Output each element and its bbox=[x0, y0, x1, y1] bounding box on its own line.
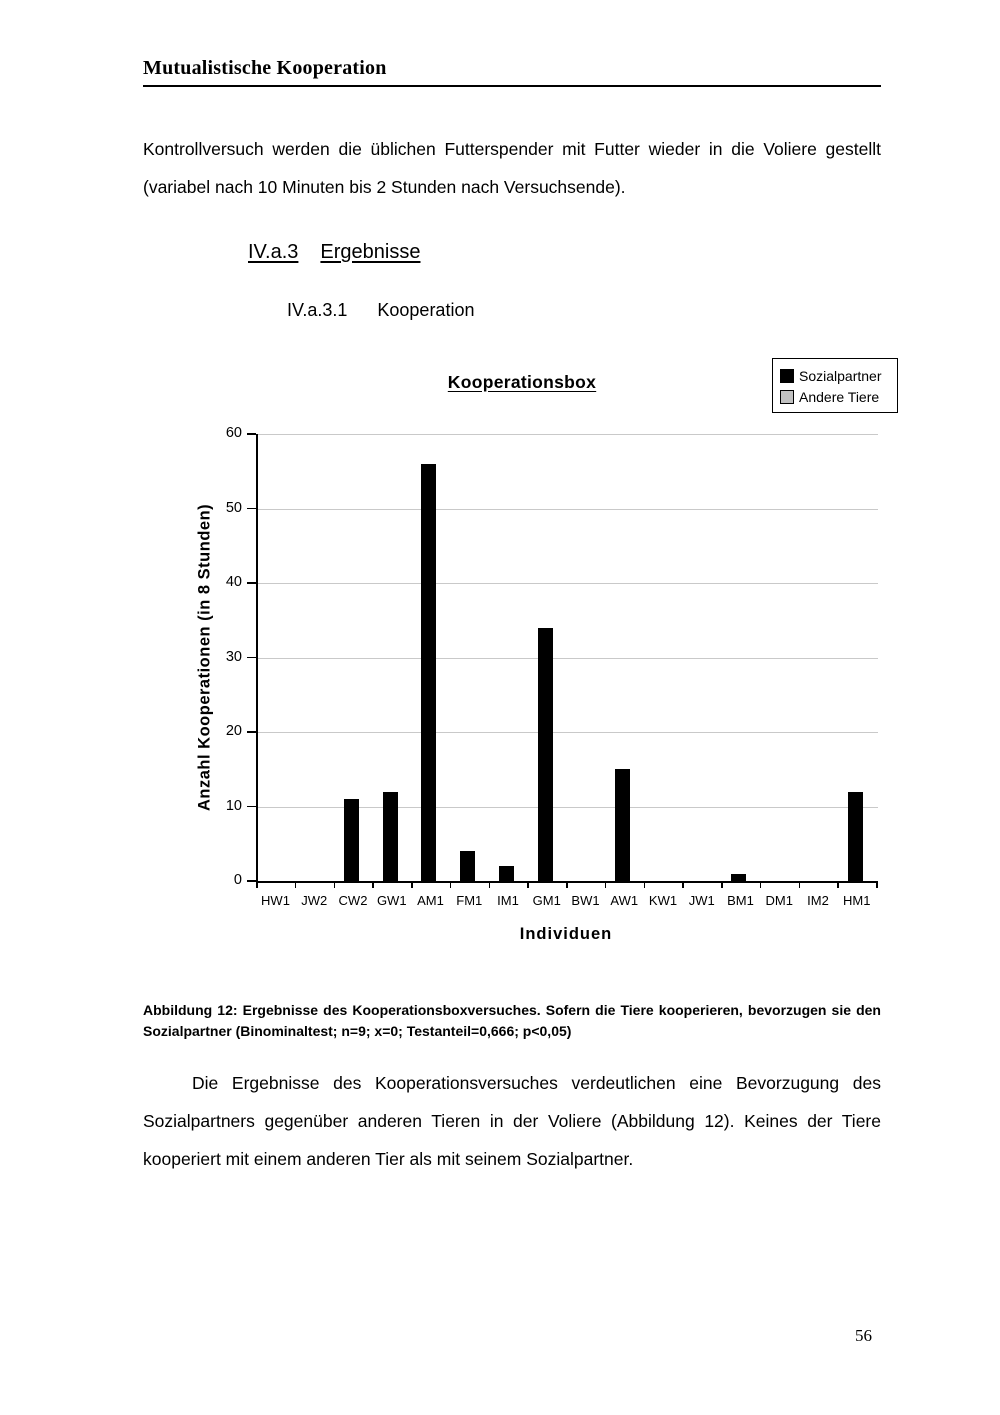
x-tick-mark bbox=[295, 881, 297, 888]
x-tick-mark bbox=[411, 881, 413, 888]
x-tick-label-cw2: CW2 bbox=[338, 893, 368, 908]
x-tick-mark bbox=[799, 881, 801, 888]
x-tick-label-kw1: KW1 bbox=[648, 893, 678, 908]
x-axis-title: Individuen bbox=[519, 925, 613, 943]
bar-chart bbox=[0, 350, 1000, 965]
x-tick-label-bm1: BM1 bbox=[727, 893, 754, 908]
y-tick-label: 40 bbox=[225, 574, 242, 590]
x-tick-mark bbox=[334, 881, 336, 888]
x-tick-mark bbox=[372, 881, 374, 888]
y-tick-mark bbox=[247, 582, 256, 584]
x-tick-label-im2: IM2 bbox=[807, 893, 829, 908]
x-tick-mark bbox=[876, 881, 878, 888]
legend-item-andere-tiere bbox=[780, 386, 890, 407]
chart-title: Kooperationsbox bbox=[447, 372, 597, 392]
subsection-number: IV.a.3.1 bbox=[287, 300, 348, 320]
y-tick-mark bbox=[247, 657, 256, 659]
running-header-title: Mutualistische Kooperation bbox=[143, 57, 387, 79]
y-tick-mark bbox=[247, 806, 256, 808]
subsection-heading bbox=[287, 300, 474, 321]
x-tick-mark bbox=[489, 881, 491, 888]
x-tick-mark bbox=[256, 881, 258, 888]
gridline bbox=[258, 434, 878, 435]
page-number: 56 bbox=[855, 1326, 872, 1345]
legend-label: Andere Tiere bbox=[799, 388, 880, 405]
x-tick-label-im1: IM1 bbox=[497, 893, 519, 908]
bar-gm1-sozialpartner bbox=[538, 628, 553, 881]
bar-am1-sozialpartner bbox=[421, 464, 436, 881]
bar-fm1-sozialpartner bbox=[460, 851, 475, 881]
x-tick-label-hm1: HM1 bbox=[843, 893, 871, 908]
figure-caption: Abbildung 12: Ergebnisse des Kooperationsboxversuches. Sofern die Tiere kooperieren, bevorzugen sie den Sozialpartner (Binominaltest; n=9; x=0; Testanteil=0,666; p<0,05) bbox=[143, 1002, 881, 1039]
x-tick-label-fm1: FM1 bbox=[456, 893, 483, 908]
y-tick-label: 60 bbox=[225, 425, 242, 441]
y-tick-label: 20 bbox=[225, 723, 242, 739]
y-tick-label: 30 bbox=[225, 648, 242, 665]
paragraph-1: Kontrollversuch werden die üblichen Futterspender mit Futter wieder in die Voliere gestellt (variabel nach 10 Minuten bis 2 Stunden nach Versuchsende). bbox=[143, 138, 881, 197]
legend-swatch-black bbox=[780, 369, 794, 383]
gridline bbox=[258, 509, 878, 510]
bar-gw1-sozialpartner bbox=[383, 792, 398, 881]
gridline bbox=[258, 658, 878, 659]
bar-aw1-sozialpartner bbox=[615, 769, 630, 881]
x-tick-mark bbox=[721, 881, 723, 888]
y-tick-label: 0 bbox=[233, 872, 242, 888]
legend-label: Sozialpartner bbox=[799, 367, 882, 384]
paragraph-2: Die Ergebnisse des Kooperationsversuches verdeutlichen eine Bevorzugung des Sozialpartners gegenüber anderen Tieren in der Voliere (Abbildung 12). Keines der Tiere kooperiert mit einem anderen Tier als mit seinem Sozialpartner. bbox=[143, 1072, 881, 1169]
x-tick-label-gm1: GM1 bbox=[532, 893, 561, 908]
x-tick-label-aw1: AW1 bbox=[610, 893, 639, 908]
x-tick-mark bbox=[760, 881, 762, 888]
x-tick-mark bbox=[450, 881, 452, 888]
y-tick-label: 50 bbox=[225, 499, 242, 516]
x-tick-mark bbox=[837, 881, 839, 888]
x-tick-mark bbox=[644, 881, 646, 888]
x-tick-label-dm1: DM1 bbox=[765, 893, 793, 908]
x-tick-label-gw1: GW1 bbox=[376, 893, 407, 908]
y-axis-title: Anzahl Kooperationen (in 8 Stunden) bbox=[195, 503, 214, 812]
legend-item-sozialpartner bbox=[780, 365, 890, 386]
gridline bbox=[258, 732, 878, 733]
subsection-title: Kooperation bbox=[377, 300, 475, 320]
x-tick-mark bbox=[682, 881, 684, 888]
header-rule bbox=[143, 85, 881, 87]
chart-legend bbox=[772, 358, 898, 413]
y-tick-label: 10 bbox=[225, 797, 242, 814]
y-tick-mark bbox=[247, 731, 256, 733]
bar-im1-sozialpartner bbox=[499, 866, 514, 881]
y-tick-mark bbox=[247, 880, 256, 882]
section-number: IV.a.3 bbox=[248, 241, 299, 263]
x-tick-label-jw2: JW2 bbox=[301, 893, 328, 908]
x-tick-mark bbox=[566, 881, 568, 888]
gridline bbox=[258, 583, 878, 584]
bar-hm1-sozialpartner bbox=[848, 792, 863, 881]
x-tick-label-bw1: BW1 bbox=[571, 893, 600, 908]
legend-swatch-gray bbox=[780, 390, 794, 404]
x-tick-mark bbox=[605, 881, 607, 888]
section-title: Ergebnisse bbox=[320, 241, 421, 263]
x-tick-label-jw1: JW1 bbox=[688, 893, 715, 908]
bar-bm1-sozialpartner bbox=[731, 874, 746, 881]
bar-cw2-sozialpartner bbox=[344, 799, 359, 881]
x-tick-label-am1: AM1 bbox=[417, 893, 444, 908]
x-tick-label-hw1: HW1 bbox=[261, 893, 290, 908]
y-tick-mark bbox=[247, 508, 256, 510]
x-tick-mark bbox=[527, 881, 529, 888]
y-tick-mark bbox=[247, 433, 256, 435]
plot-area bbox=[256, 434, 878, 883]
section-heading bbox=[248, 241, 420, 264]
